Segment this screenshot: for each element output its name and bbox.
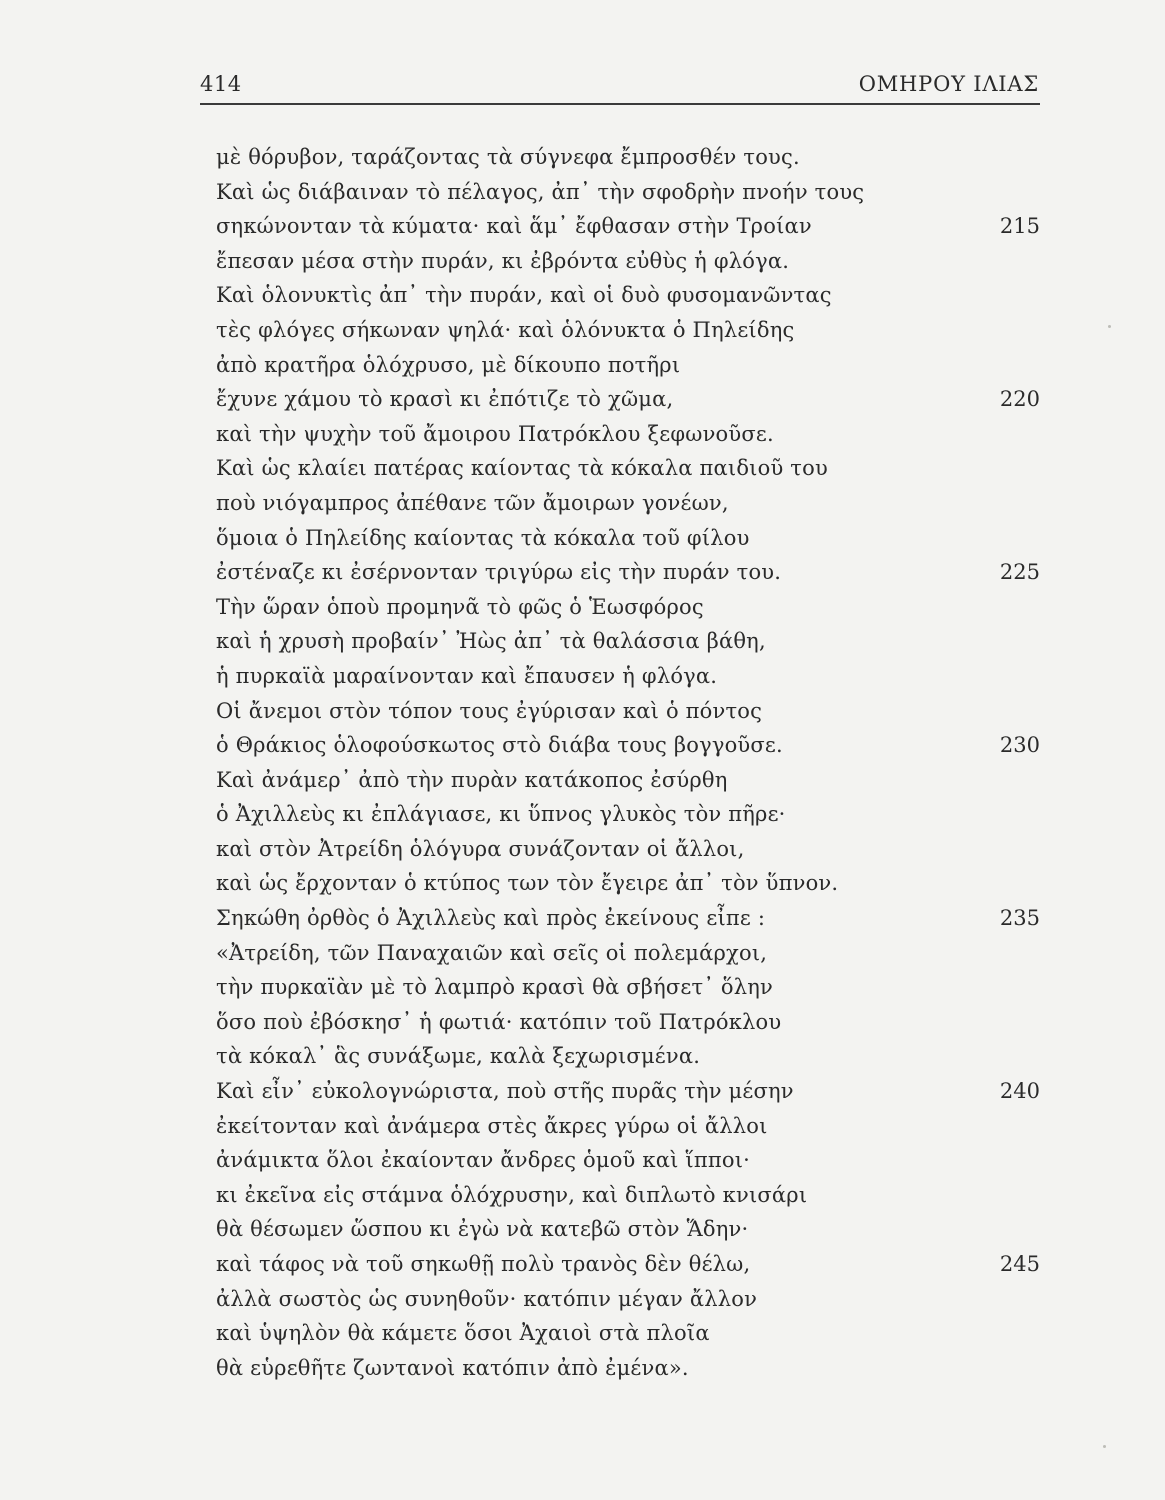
verse-text: «Ἀτρείδη, τῶν Παναχαιῶν καὶ σεῖς οἱ πολεμάρχοι, <box>216 940 768 965</box>
verse-text: ἀνάμικτα ὅλοι ἐκαίονταν ἄνδρες ὁμοῦ καὶ ἵπποι· <box>216 1148 751 1173</box>
verse-line <box>216 382 1040 417</box>
verse-line <box>216 728 1040 763</box>
verse-line <box>216 1039 1040 1074</box>
verse-text: ἐκείτονταν καὶ ἀνάμερα στὲς ἄκρες γύρω οἱ ἄλλοι <box>216 1113 768 1138</box>
verse-line <box>216 1247 1040 1282</box>
verse-line <box>216 1109 1040 1144</box>
verse-line <box>216 624 1040 659</box>
verse-text: Καὶ ὡς διάβαιναν τὸ πέλαγος, ἀπ᾽ τὴν σφοδρὴν πνοήν τους <box>216 179 865 204</box>
verse-line <box>216 901 1040 936</box>
line-number: 245 <box>999 1252 1040 1276</box>
verse-text: καὶ στὸν Ἀτρείδη ὁλόγυρα συνάζονταν οἱ ἄλλοι, <box>216 836 745 861</box>
verse-line <box>216 1351 1040 1386</box>
verse-text: καὶ ἡ χρυσὴ προβαίν᾽ Ἠὼς ἀπ᾽ τὰ θαλάσσια βάθη, <box>216 629 766 654</box>
line-number: 215 <box>999 214 1040 239</box>
verse-line <box>216 1316 1040 1351</box>
verse-text: ἔχυνε χάμου τὸ κρασὶ κι ἐπότιζε τὸ χῶμα, <box>216 387 674 412</box>
verse-line <box>216 417 1040 452</box>
verse-line <box>216 209 1040 244</box>
verse-line <box>216 140 1040 175</box>
verse-text: ἡ πυρκαϊὰ μαραίνονταν καὶ ἔπαυσεν ἡ φλόγα. <box>216 663 718 688</box>
verse-line <box>216 521 1040 556</box>
verse-line <box>216 313 1040 348</box>
line-number: 230 <box>999 733 1040 758</box>
line-number: 220 <box>999 387 1040 412</box>
verse-line <box>216 1282 1040 1317</box>
verse-text: ἀπὸ κρατῆρα ὁλόχρυσο, μὲ δίκουπο ποτῆρι <box>216 352 681 377</box>
verse-text: θὰ εὑρεθῆτε ζωντανοὶ κατόπιν ἀπὸ ἐμένα». <box>216 1355 689 1380</box>
verse-text: κι ἐκεῖνα εἰς στάμνα ὁλόχρυσην, καὶ διπλωτὸ κνισάρι <box>216 1182 808 1207</box>
verse-text: Σηκώθη ὀρθὸς ὁ Ἀχιλλεὺς καὶ πρὸς ἐκείνους εἶπε : <box>216 906 766 931</box>
verse-line <box>216 1143 1040 1178</box>
verse-line <box>216 694 1040 729</box>
verse-line <box>216 936 1040 971</box>
verse-line <box>216 486 1040 521</box>
running-head: ΟΜΗΡΟΥ ΙΛΙΑΣ <box>858 72 1039 96</box>
verse-line <box>216 763 1040 798</box>
line-number: 240 <box>999 1079 1040 1104</box>
verse-text: μὲ θόρυβον, ταράζοντας τὰ σύγνεφα ἔμπροσθέν τους. <box>216 145 800 169</box>
verse-line <box>216 175 1040 210</box>
verse-text: ὁ Ἀχιλλεὺς κι ἐπλάγιασε, κι ὕπνος γλυκὸς τὸν πῆρε· <box>216 802 786 827</box>
line-number: 235 <box>999 906 1040 931</box>
verse-text: καὶ τὴν ψυχὴν τοῦ ἄμοιρου Πατρόκλου ξεφωνοῦσε. <box>216 421 774 446</box>
verse-text: Καὶ ὁλονυκτὶς ἀπ᾽ τὴν πυράν, καὶ οἱ δυὸ φυσομανῶντας <box>216 283 832 308</box>
verse-line <box>216 278 1040 313</box>
verse-block <box>216 140 1040 1385</box>
verse-line <box>216 1178 1040 1213</box>
verse-text: Καὶ ὡς κλαίει πατέρας καίοντας τὰ κόκαλα παιδιοῦ του <box>216 456 828 481</box>
verse-line <box>216 1005 1040 1040</box>
verse-text: τὴν πυρκαϊὰν μὲ τὸ λαμπρὸ κρασὶ θὰ σβήσετ᾽ ὅλην <box>216 975 774 1000</box>
verse-line <box>216 451 1040 486</box>
verse-text: ποὺ νιόγαμπρος ἀπέθανε τῶν ἄμοιρων γονέων, <box>216 490 729 515</box>
header-rule <box>200 103 1040 105</box>
verse-text: σηκώνονταν τὰ κύματα· καὶ ἅμ᾽ ἔφθασαν στὴν Τροίαν <box>216 214 812 239</box>
verse-text: ὅσο ποὺ ἐβόσκησ᾽ ἡ φωτιά· κατόπιν τοῦ Πατρόκλου <box>216 1009 782 1034</box>
verse-text: ἀλλὰ σωστὸς ὡς συνηθοῦν· κατόπιν μέγαν ἄλλον <box>216 1286 758 1311</box>
verse-text: Καὶ ἀνάμερ᾽ ἀπὸ τὴν πυρὰν κατάκοπος ἐσύρθη <box>216 767 728 792</box>
verse-text: Καὶ εἶν᾽ εὐκολογνώριστα, ποὺ στῆς πυρᾶς τὴν μέσην <box>216 1079 794 1104</box>
paper-speck <box>1108 325 1111 328</box>
verse-text: τὲς φλόγες σήκωναν ψηλά· καὶ ὁλόνυκτα ὁ Πηλείδης <box>216 317 795 342</box>
verse-text: καὶ τάφος νὰ τοῦ σηκωθῇ πολὺ τρανὸς δὲν θέλω, <box>216 1252 751 1276</box>
verse-text: Οἱ ἄνεμοι στὸν τόπον τους ἐγύρισαν καὶ ὁ πόντος <box>216 698 763 723</box>
page-number: 414 <box>200 72 242 96</box>
verse-line <box>216 659 1040 694</box>
verse-text: θὰ θέσωμεν ὥσπου κι ἐγὼ νὰ κατεβῶ στὸν Ἅδην· <box>216 1217 749 1242</box>
verse-line <box>216 1074 1040 1109</box>
line-number: 225 <box>999 560 1040 585</box>
verse-line <box>216 348 1040 383</box>
verse-text: τὰ κόκαλ᾽ ἃς συνάξωμε, καλὰ ξεχωρισμένα. <box>216 1044 701 1069</box>
verse-line <box>216 590 1040 625</box>
verse-line <box>216 1212 1040 1247</box>
verse-text: ὅμοια ὁ Πηλείδης καίοντας τὰ κόκαλα τοῦ φίλου <box>216 525 750 550</box>
verse-line <box>216 866 1040 901</box>
verse-line <box>216 797 1040 832</box>
verse-text: καὶ ὡς ἔρχονταν ὁ κτύπος των τὸν ἔγειρε ἀπ᾽ τὸν ὕπνον. <box>216 871 839 896</box>
verse-line <box>216 244 1040 279</box>
verse-text: ὁ Θράκιος ὁλοφούσκωτος στὸ διάβα τους βογγοῦσε. <box>216 733 783 758</box>
verse-text: καὶ ὑψηλὸν θὰ κάμετε ὅσοι Ἀχαιοὶ στὰ πλοῖα <box>216 1321 710 1346</box>
paper-speck <box>1103 1445 1106 1448</box>
verse-line <box>216 970 1040 1005</box>
verse-line <box>216 832 1040 867</box>
verse-line <box>216 555 1040 590</box>
verse-text: ἔπεσαν μέσα στὴν πυράν, κι ἐβρόντα εὐθὺς ἡ φλόγα. <box>216 248 790 273</box>
verse-text: ἐστέναζε κι ἐσέρνονταν τριγύρω εἰς τὴν πυράν του. <box>216 560 782 585</box>
verse-text: Τὴν ὥραν ὁποὺ προμηνᾶ τὸ φῶς ὁ Ἑωσφόρος <box>216 594 704 619</box>
